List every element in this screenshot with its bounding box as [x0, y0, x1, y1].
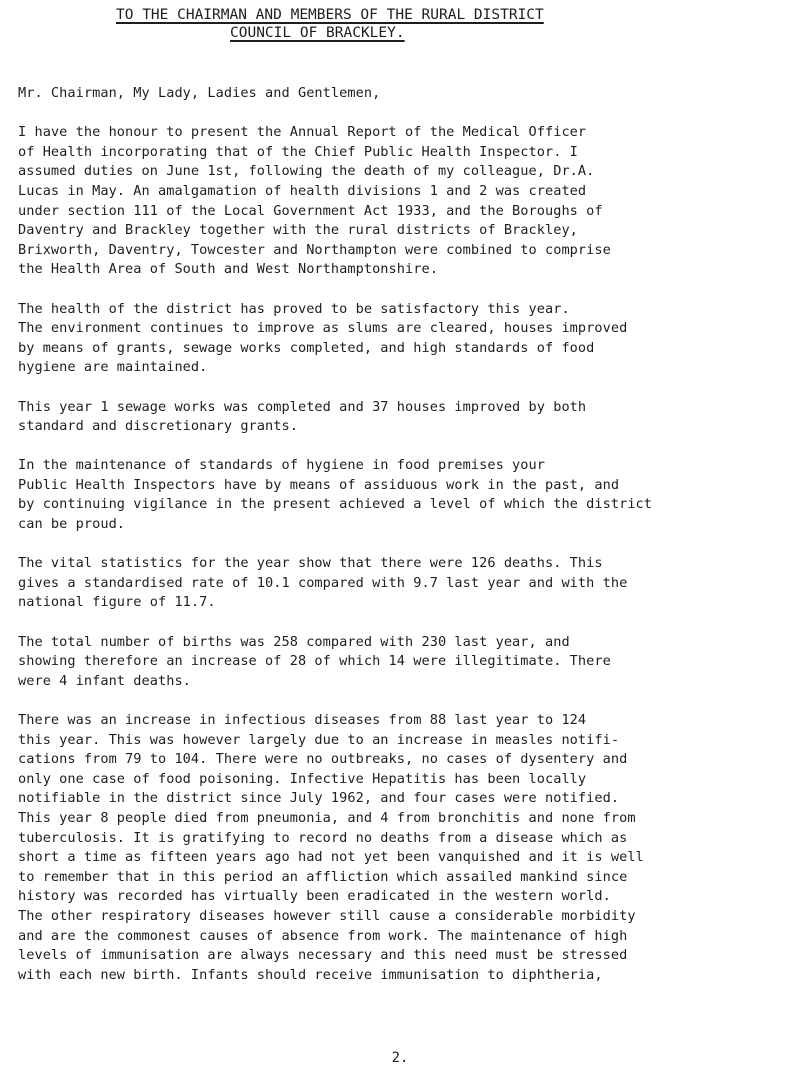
- paragraph-vital-statistics: The vital statistics for the year show that there were 126 deaths. This gives a standardised rate of 10.1 compared with 9.7 last year and with the national figure of 11.7.: [18, 555, 628, 611]
- paragraph-food-hygiene: In the maintenance of standards of hygiene in food premises your Public Health Inspectors have by means of assiduous work in the past, and by continuing vigilance in the present achieved a level of which the district can be proud.: [18, 457, 653, 533]
- report-heading: [116, 6, 596, 42]
- page-number: 2.: [391, 1050, 409, 1066]
- salutation: Mr. Chairman, My Lady, Ladies and Gentlemen,: [18, 85, 381, 101]
- paragraph-district-health: The health of the district has proved to be satisfactory this year. The environment continues to improve as slums are cleared, houses improved by means of grants, sewage works completed, and high standards of food hygiene are maintained.: [18, 300, 628, 376]
- report-body: [18, 84, 794, 1005]
- paragraph-births: The total number of births was 258 compared with 230 last year, and showing therefore an increase of 28 of which 14 were illegitimate. There were 4 infant deaths.: [18, 633, 611, 689]
- paragraph-introduction: I have the honour to present the Annual Report of the Medical Officer of Health incorporating that of the Chief Public Health Inspector. I assumed duties on June 1st, following the death of my colleague, Dr.A. Lucas in May. An amalgamation of health divisions 1 and 2 was created under section 111 of the Local Government Act 1933, and the Boroughs of Daventry and Brackley together with the rural districts of Brackley, Brixworth, Daventry, Towcester and Northampton were combined to comprise the Health Area of South and West Northamptonshire.: [18, 124, 611, 278]
- heading-line-2: COUNCIL OF BRACKLEY.: [230, 25, 405, 41]
- heading-line-2-wrapper: [230, 24, 596, 42]
- paragraph-sewage-works: This year 1 sewage works was completed and 37 houses improved by both standard and discretionary grants.: [18, 398, 587, 435]
- paragraph-infectious-diseases: There was an increase in infectious diseases from 88 last year to 124 this year. This was however largely due to an increase in measles notifi- cations from 79 to 104. There were no outbreaks, no cases of dysentery and only one case of food poisoning. Infective Hepatitis has been locally notifiable in the district since July 1962, and four cases were notified. This year 8 people died from pneumonia, and 4 from bronchitis and none from tuberculosis. It is gratifying to record no deaths from a disease which as short a time as fifteen years ago had not yet been vanquished and it is well to remember that in this period an affliction which assailed mankind since history was recorded has virtually been eradicated in the western world. The other respiratory diseases however still cause a considerable morbidity and are the commonest causes of absence from work. The maintenance of high levels of immunisation are always necessary and this need must be stressed with each new birth. Infants should receive immunisation to diphtheria,: [18, 712, 644, 983]
- heading-line-1: TO THE CHAIRMAN AND MEMBERS OF THE RURAL DISTRICT: [116, 7, 544, 23]
